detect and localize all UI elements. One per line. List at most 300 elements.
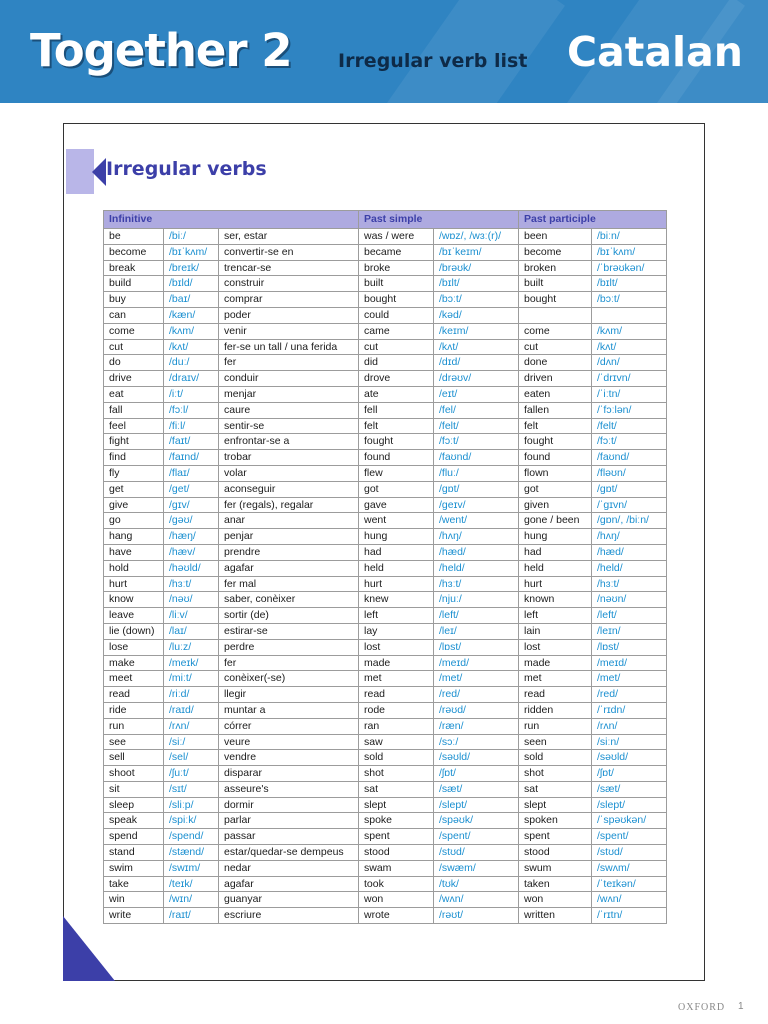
table-row — [104, 386, 667, 402]
infinitive-cell: ride — [104, 702, 164, 718]
table-row — [104, 434, 667, 450]
table-body — [104, 229, 667, 924]
infinitive-cell: stand — [104, 845, 164, 861]
infinitive-cell: lie (down) — [104, 623, 164, 639]
infinitive-cell: swim — [104, 860, 164, 876]
past-participle-phonetic-cell — [592, 307, 667, 323]
past-participle-phonetic-cell: /bɪlt/ — [592, 276, 667, 292]
infinitive-cell: fight — [104, 434, 164, 450]
past-simple-cell: broke — [359, 260, 434, 276]
table-row — [104, 639, 667, 655]
past-simple-phonetic-cell: /hæd/ — [434, 544, 519, 560]
past-participle-phonetic-cell: /kʌt/ — [592, 339, 667, 355]
table-row — [104, 355, 667, 371]
table-row — [104, 908, 667, 924]
past-participle-cell: spoken — [519, 813, 592, 829]
catalan-translation-cell: conduir — [219, 371, 359, 387]
past-simple-cell: drove — [359, 371, 434, 387]
past-participle-phonetic-cell: /biːn/ — [592, 229, 667, 245]
header-past-participle: Past participle — [519, 211, 667, 229]
infinitive-cell: see — [104, 734, 164, 750]
past-participle-cell: swum — [519, 860, 592, 876]
table-row — [104, 797, 667, 813]
catalan-translation-cell: fer-se un tall / una ferida — [219, 339, 359, 355]
past-simple-phonetic-cell: /held/ — [434, 560, 519, 576]
catalan-translation-cell: disparar — [219, 766, 359, 782]
table-row — [104, 781, 667, 797]
infinitive-phonetic-cell: /raɪd/ — [164, 702, 219, 718]
past-simple-cell: sold — [359, 750, 434, 766]
infinitive-cell: win — [104, 892, 164, 908]
past-simple-cell: was / were — [359, 229, 434, 245]
past-participle-phonetic-cell: /red/ — [592, 687, 667, 703]
infinitive-phonetic-cell: /luːz/ — [164, 639, 219, 655]
infinitive-phonetic-cell: /flaɪ/ — [164, 465, 219, 481]
table-row — [104, 418, 667, 434]
publisher-logo-text: OXFORD — [678, 1002, 726, 1013]
catalan-translation-cell: dormir — [219, 797, 359, 813]
catalan-translation-cell: ser, estar — [219, 229, 359, 245]
past-participle-cell: spent — [519, 829, 592, 845]
past-participle-phonetic-cell: /ˈspəʊkən/ — [592, 813, 667, 829]
corner-decoration — [63, 916, 115, 981]
infinitive-phonetic-cell: /raɪt/ — [164, 908, 219, 924]
catalan-translation-cell: vendre — [219, 750, 359, 766]
past-participle-cell: hung — [519, 529, 592, 545]
infinitive-phonetic-cell: /riːd/ — [164, 687, 219, 703]
infinitive-phonetic-cell: /draɪv/ — [164, 371, 219, 387]
past-simple-cell: left — [359, 608, 434, 624]
infinitive-phonetic-cell: /ʃuːt/ — [164, 766, 219, 782]
table-row — [104, 307, 667, 323]
infinitive-phonetic-cell: /gɪv/ — [164, 497, 219, 513]
catalan-translation-cell: poder — [219, 307, 359, 323]
past-participle-phonetic-cell: /felt/ — [592, 418, 667, 434]
irregular-verb-table — [103, 210, 667, 924]
infinitive-cell: get — [104, 481, 164, 497]
catalan-translation-cell: muntar a — [219, 702, 359, 718]
past-simple-cell: held — [359, 560, 434, 576]
past-simple-cell: lay — [359, 623, 434, 639]
past-participle-cell: cut — [519, 339, 592, 355]
infinitive-phonetic-cell: /hæŋ/ — [164, 529, 219, 545]
past-simple-phonetic-cell: /leɪ/ — [434, 623, 519, 639]
infinitive-phonetic-cell: /biː/ — [164, 229, 219, 245]
table-row — [104, 655, 667, 671]
catalan-translation-cell: convertir-se en — [219, 244, 359, 260]
past-simple-cell: flew — [359, 465, 434, 481]
past-participle-cell: driven — [519, 371, 592, 387]
table-row — [104, 544, 667, 560]
infinitive-phonetic-cell: /get/ — [164, 481, 219, 497]
catalan-translation-cell: fer — [219, 355, 359, 371]
infinitive-phonetic-cell: /bɪˈkʌm/ — [164, 244, 219, 260]
past-simple-phonetic-cell: /spəʊk/ — [434, 813, 519, 829]
past-participle-cell — [519, 307, 592, 323]
infinitive-cell: write — [104, 908, 164, 924]
past-simple-phonetic-cell: /met/ — [434, 671, 519, 687]
infinitive-phonetic-cell: /fiːl/ — [164, 418, 219, 434]
past-participle-phonetic-cell: /kʌm/ — [592, 323, 667, 339]
past-participle-phonetic-cell: /nəʊn/ — [592, 592, 667, 608]
infinitive-phonetic-cell: /spend/ — [164, 829, 219, 845]
table-row — [104, 529, 667, 545]
past-participle-phonetic-cell: /lɒst/ — [592, 639, 667, 655]
past-simple-phonetic-cell: /brəʊk/ — [434, 260, 519, 276]
past-simple-phonetic-cell: /bɪlt/ — [434, 276, 519, 292]
past-participle-phonetic-cell: /sæt/ — [592, 781, 667, 797]
past-simple-cell: bought — [359, 292, 434, 308]
past-participle-cell: fallen — [519, 402, 592, 418]
infinitive-cell: shoot — [104, 766, 164, 782]
infinitive-phonetic-cell: /kʌt/ — [164, 339, 219, 355]
catalan-translation-cell: asseure's — [219, 781, 359, 797]
past-participle-cell: eaten — [519, 386, 592, 402]
catalan-translation-cell: menjar — [219, 386, 359, 402]
past-participle-cell: come — [519, 323, 592, 339]
infinitive-phonetic-cell: /fɔːl/ — [164, 402, 219, 418]
table-row — [104, 292, 667, 308]
infinitive-phonetic-cell: /kʌm/ — [164, 323, 219, 339]
table-row — [104, 876, 667, 892]
past-simple-phonetic-cell: /wʌn/ — [434, 892, 519, 908]
catalan-translation-cell: anar — [219, 513, 359, 529]
past-simple-phonetic-cell: /keɪm/ — [434, 323, 519, 339]
past-simple-cell: came — [359, 323, 434, 339]
past-simple-cell: spoke — [359, 813, 434, 829]
infinitive-cell: give — [104, 497, 164, 513]
past-participle-phonetic-cell: /met/ — [592, 671, 667, 687]
catalan-translation-cell: estirar-se — [219, 623, 359, 639]
past-simple-cell: felt — [359, 418, 434, 434]
past-simple-phonetic-cell: /red/ — [434, 687, 519, 703]
infinitive-phonetic-cell: /sel/ — [164, 750, 219, 766]
infinitive-cell: know — [104, 592, 164, 608]
infinitive-phonetic-cell: /meɪk/ — [164, 655, 219, 671]
past-simple-phonetic-cell: /spent/ — [434, 829, 519, 845]
infinitive-phonetic-cell: /iːt/ — [164, 386, 219, 402]
past-participle-phonetic-cell: /swʌm/ — [592, 860, 667, 876]
infinitive-cell: fall — [104, 402, 164, 418]
past-simple-phonetic-cell: /njuː/ — [434, 592, 519, 608]
table-row — [104, 892, 667, 908]
past-participle-cell: bought — [519, 292, 592, 308]
catalan-translation-cell: agafar — [219, 876, 359, 892]
past-simple-cell: cut — [359, 339, 434, 355]
past-simple-phonetic-cell: /faʊnd/ — [434, 450, 519, 466]
past-simple-phonetic-cell: /kəd/ — [434, 307, 519, 323]
table-row — [104, 702, 667, 718]
infinitive-cell: run — [104, 718, 164, 734]
past-participle-cell: taken — [519, 876, 592, 892]
past-simple-phonetic-cell: /kʌt/ — [434, 339, 519, 355]
infinitive-phonetic-cell: /baɪ/ — [164, 292, 219, 308]
infinitive-cell: find — [104, 450, 164, 466]
past-participle-cell: met — [519, 671, 592, 687]
past-simple-cell: knew — [359, 592, 434, 608]
catalan-translation-cell: perdre — [219, 639, 359, 655]
past-simple-cell: met — [359, 671, 434, 687]
header-banner — [0, 0, 768, 103]
infinitive-cell: break — [104, 260, 164, 276]
infinitive-phonetic-cell: /swɪm/ — [164, 860, 219, 876]
past-participle-cell: read — [519, 687, 592, 703]
past-simple-cell: spent — [359, 829, 434, 845]
past-participle-cell: left — [519, 608, 592, 624]
past-participle-cell: fought — [519, 434, 592, 450]
infinitive-phonetic-cell: /duː/ — [164, 355, 219, 371]
catalan-translation-cell: trobar — [219, 450, 359, 466]
table-row — [104, 402, 667, 418]
table-row — [104, 671, 667, 687]
table-row — [104, 734, 667, 750]
past-participle-cell: become — [519, 244, 592, 260]
past-simple-phonetic-cell: /wɒz/, /wɜː(r)/ — [434, 229, 519, 245]
infinitive-cell: can — [104, 307, 164, 323]
past-participle-cell: had — [519, 544, 592, 560]
past-simple-cell: became — [359, 244, 434, 260]
past-participle-phonetic-cell: /spent/ — [592, 829, 667, 845]
past-simple-phonetic-cell: /fel/ — [434, 402, 519, 418]
infinitive-cell: hold — [104, 560, 164, 576]
table-header-row — [104, 211, 667, 229]
infinitive-phonetic-cell: /gəʊ/ — [164, 513, 219, 529]
infinitive-cell: cut — [104, 339, 164, 355]
section-heading: Irregular verbs — [106, 158, 267, 180]
past-participle-phonetic-cell: /bɔːt/ — [592, 292, 667, 308]
past-simple-phonetic-cell: /slept/ — [434, 797, 519, 813]
past-simple-phonetic-cell: /left/ — [434, 608, 519, 624]
table-row — [104, 750, 667, 766]
past-simple-phonetic-cell: /ræn/ — [434, 718, 519, 734]
past-simple-cell: rode — [359, 702, 434, 718]
past-simple-cell: built — [359, 276, 434, 292]
past-participle-phonetic-cell: /səʊld/ — [592, 750, 667, 766]
catalan-translation-cell: conèixer(-se) — [219, 671, 359, 687]
catalan-translation-cell: fer — [219, 655, 359, 671]
infinitive-cell: meet — [104, 671, 164, 687]
table-row — [104, 481, 667, 497]
past-participle-phonetic-cell: /ʃɒt/ — [592, 766, 667, 782]
chevron-left-icon — [92, 158, 106, 186]
page-number: 1 — [738, 1001, 744, 1012]
table-row — [104, 244, 667, 260]
catalan-translation-cell: trencar-se — [219, 260, 359, 276]
past-simple-cell: found — [359, 450, 434, 466]
infinitive-phonetic-cell: /teɪk/ — [164, 876, 219, 892]
infinitive-phonetic-cell: /rʌn/ — [164, 718, 219, 734]
past-simple-phonetic-cell: /rəʊt/ — [434, 908, 519, 924]
catalan-translation-cell: sentir-se — [219, 418, 359, 434]
past-participle-phonetic-cell: /fɔːt/ — [592, 434, 667, 450]
past-participle-cell: slept — [519, 797, 592, 813]
catalan-translation-cell: volar — [219, 465, 359, 481]
past-simple-cell: made — [359, 655, 434, 671]
past-simple-cell: did — [359, 355, 434, 371]
past-simple-cell: took — [359, 876, 434, 892]
past-participle-phonetic-cell: /rʌn/ — [592, 718, 667, 734]
past-participle-cell: sat — [519, 781, 592, 797]
infinitive-cell: sit — [104, 781, 164, 797]
table-row — [104, 371, 667, 387]
infinitive-cell: hang — [104, 529, 164, 545]
page-subtitle: Irregular verb list — [338, 50, 528, 72]
past-simple-cell: had — [359, 544, 434, 560]
table-row — [104, 497, 667, 513]
infinitive-phonetic-cell: /sɪt/ — [164, 781, 219, 797]
past-simple-phonetic-cell: /hɜːt/ — [434, 576, 519, 592]
brand-title: Together 2 — [30, 24, 292, 77]
catalan-translation-cell: venir — [219, 323, 359, 339]
past-participle-cell: sold — [519, 750, 592, 766]
past-simple-phonetic-cell: /hʌŋ/ — [434, 529, 519, 545]
past-simple-phonetic-cell: /drəʊv/ — [434, 371, 519, 387]
past-simple-cell: swam — [359, 860, 434, 876]
past-participle-cell: run — [519, 718, 592, 734]
past-simple-cell: gave — [359, 497, 434, 513]
catalan-translation-cell: aconseguir — [219, 481, 359, 497]
past-participle-cell: seen — [519, 734, 592, 750]
past-participle-phonetic-cell: /gɒt/ — [592, 481, 667, 497]
infinitive-cell: read — [104, 687, 164, 703]
past-participle-phonetic-cell: /meɪd/ — [592, 655, 667, 671]
table-row — [104, 276, 667, 292]
past-simple-phonetic-cell: /bɔːt/ — [434, 292, 519, 308]
infinitive-cell: buy — [104, 292, 164, 308]
infinitive-cell: lose — [104, 639, 164, 655]
past-simple-phonetic-cell: /felt/ — [434, 418, 519, 434]
infinitive-phonetic-cell: /wɪn/ — [164, 892, 219, 908]
past-participle-phonetic-cell: /ˈteɪkən/ — [592, 876, 667, 892]
catalan-translation-cell: penjar — [219, 529, 359, 545]
infinitive-phonetic-cell: /kæn/ — [164, 307, 219, 323]
past-participle-phonetic-cell: /leɪn/ — [592, 623, 667, 639]
infinitive-phonetic-cell: /stænd/ — [164, 845, 219, 861]
past-simple-phonetic-cell: /ʃɒt/ — [434, 766, 519, 782]
past-participle-cell: felt — [519, 418, 592, 434]
infinitive-phonetic-cell: /hæv/ — [164, 544, 219, 560]
catalan-translation-cell: construir — [219, 276, 359, 292]
past-participle-phonetic-cell: /slept/ — [592, 797, 667, 813]
past-simple-phonetic-cell: /gɒt/ — [434, 481, 519, 497]
past-participle-cell: given — [519, 497, 592, 513]
infinitive-cell: eat — [104, 386, 164, 402]
past-participle-phonetic-cell: /ˈrɪtn/ — [592, 908, 667, 924]
past-participle-cell: written — [519, 908, 592, 924]
past-simple-phonetic-cell: /bɪˈkeɪm/ — [434, 244, 519, 260]
past-participle-phonetic-cell: /hʌŋ/ — [592, 529, 667, 545]
table-row — [104, 560, 667, 576]
past-simple-cell: could — [359, 307, 434, 323]
infinitive-cell: feel — [104, 418, 164, 434]
catalan-translation-cell: guanyar — [219, 892, 359, 908]
past-simple-cell: wrote — [359, 908, 434, 924]
past-participle-phonetic-cell: /hɜːt/ — [592, 576, 667, 592]
infinitive-cell: make — [104, 655, 164, 671]
table-row — [104, 339, 667, 355]
catalan-translation-cell: nedar — [219, 860, 359, 876]
table-row — [104, 718, 667, 734]
infinitive-cell: do — [104, 355, 164, 371]
header-infinitive: Infinitive — [104, 211, 359, 229]
infinitive-cell: be — [104, 229, 164, 245]
past-participle-cell: won — [519, 892, 592, 908]
infinitive-phonetic-cell: /bɪld/ — [164, 276, 219, 292]
past-participle-cell: stood — [519, 845, 592, 861]
past-participle-phonetic-cell: /left/ — [592, 608, 667, 624]
past-participle-phonetic-cell: /held/ — [592, 560, 667, 576]
infinitive-phonetic-cell: /liːv/ — [164, 608, 219, 624]
past-simple-phonetic-cell: /tʊk/ — [434, 876, 519, 892]
infinitive-cell: become — [104, 244, 164, 260]
past-participle-cell: known — [519, 592, 592, 608]
infinitive-cell: hurt — [104, 576, 164, 592]
infinitive-phonetic-cell: /breɪk/ — [164, 260, 219, 276]
past-simple-cell: got — [359, 481, 434, 497]
catalan-translation-cell: caure — [219, 402, 359, 418]
past-participle-phonetic-cell: /siːn/ — [592, 734, 667, 750]
past-simple-cell: fought — [359, 434, 434, 450]
infinitive-cell: sell — [104, 750, 164, 766]
past-participle-cell: made — [519, 655, 592, 671]
past-simple-cell: went — [359, 513, 434, 529]
past-participle-phonetic-cell: /fləʊn/ — [592, 465, 667, 481]
past-simple-cell: sat — [359, 781, 434, 797]
past-participle-cell: gone / been — [519, 513, 592, 529]
past-simple-phonetic-cell: /rəʊd/ — [434, 702, 519, 718]
past-participle-phonetic-cell: /ˈiːtn/ — [592, 386, 667, 402]
catalan-translation-cell: veure — [219, 734, 359, 750]
past-participle-phonetic-cell: /wʌn/ — [592, 892, 667, 908]
past-simple-cell: fell — [359, 402, 434, 418]
header-past-simple: Past simple — [359, 211, 519, 229]
past-simple-cell: ran — [359, 718, 434, 734]
past-participle-phonetic-cell: /bɪˈkʌm/ — [592, 244, 667, 260]
infinitive-phonetic-cell: /miːt/ — [164, 671, 219, 687]
past-simple-phonetic-cell: /went/ — [434, 513, 519, 529]
table-row — [104, 576, 667, 592]
past-participle-phonetic-cell: /faʊnd/ — [592, 450, 667, 466]
catalan-translation-cell: comprar — [219, 292, 359, 308]
infinitive-cell: sleep — [104, 797, 164, 813]
infinitive-cell: have — [104, 544, 164, 560]
infinitive-cell: go — [104, 513, 164, 529]
past-participle-cell: found — [519, 450, 592, 466]
past-participle-cell: lain — [519, 623, 592, 639]
past-participle-cell: shot — [519, 766, 592, 782]
past-simple-phonetic-cell: /sæt/ — [434, 781, 519, 797]
infinitive-phonetic-cell: /həʊld/ — [164, 560, 219, 576]
past-simple-cell: read — [359, 687, 434, 703]
past-participle-cell: flown — [519, 465, 592, 481]
past-simple-phonetic-cell: /swæm/ — [434, 860, 519, 876]
catalan-translation-cell: fer (regals), regalar — [219, 497, 359, 513]
table-row — [104, 845, 667, 861]
past-participle-phonetic-cell: /ˈfɔːlən/ — [592, 402, 667, 418]
table-row — [104, 687, 667, 703]
catalan-translation-cell: córrer — [219, 718, 359, 734]
past-simple-phonetic-cell: /meɪd/ — [434, 655, 519, 671]
table-row — [104, 592, 667, 608]
catalan-translation-cell: agafar — [219, 560, 359, 576]
section-tab-decoration — [66, 149, 94, 194]
infinitive-cell: drive — [104, 371, 164, 387]
table-row — [104, 260, 667, 276]
table-row — [104, 323, 667, 339]
past-simple-cell: hurt — [359, 576, 434, 592]
past-simple-cell: won — [359, 892, 434, 908]
past-simple-phonetic-cell: /stʊd/ — [434, 845, 519, 861]
